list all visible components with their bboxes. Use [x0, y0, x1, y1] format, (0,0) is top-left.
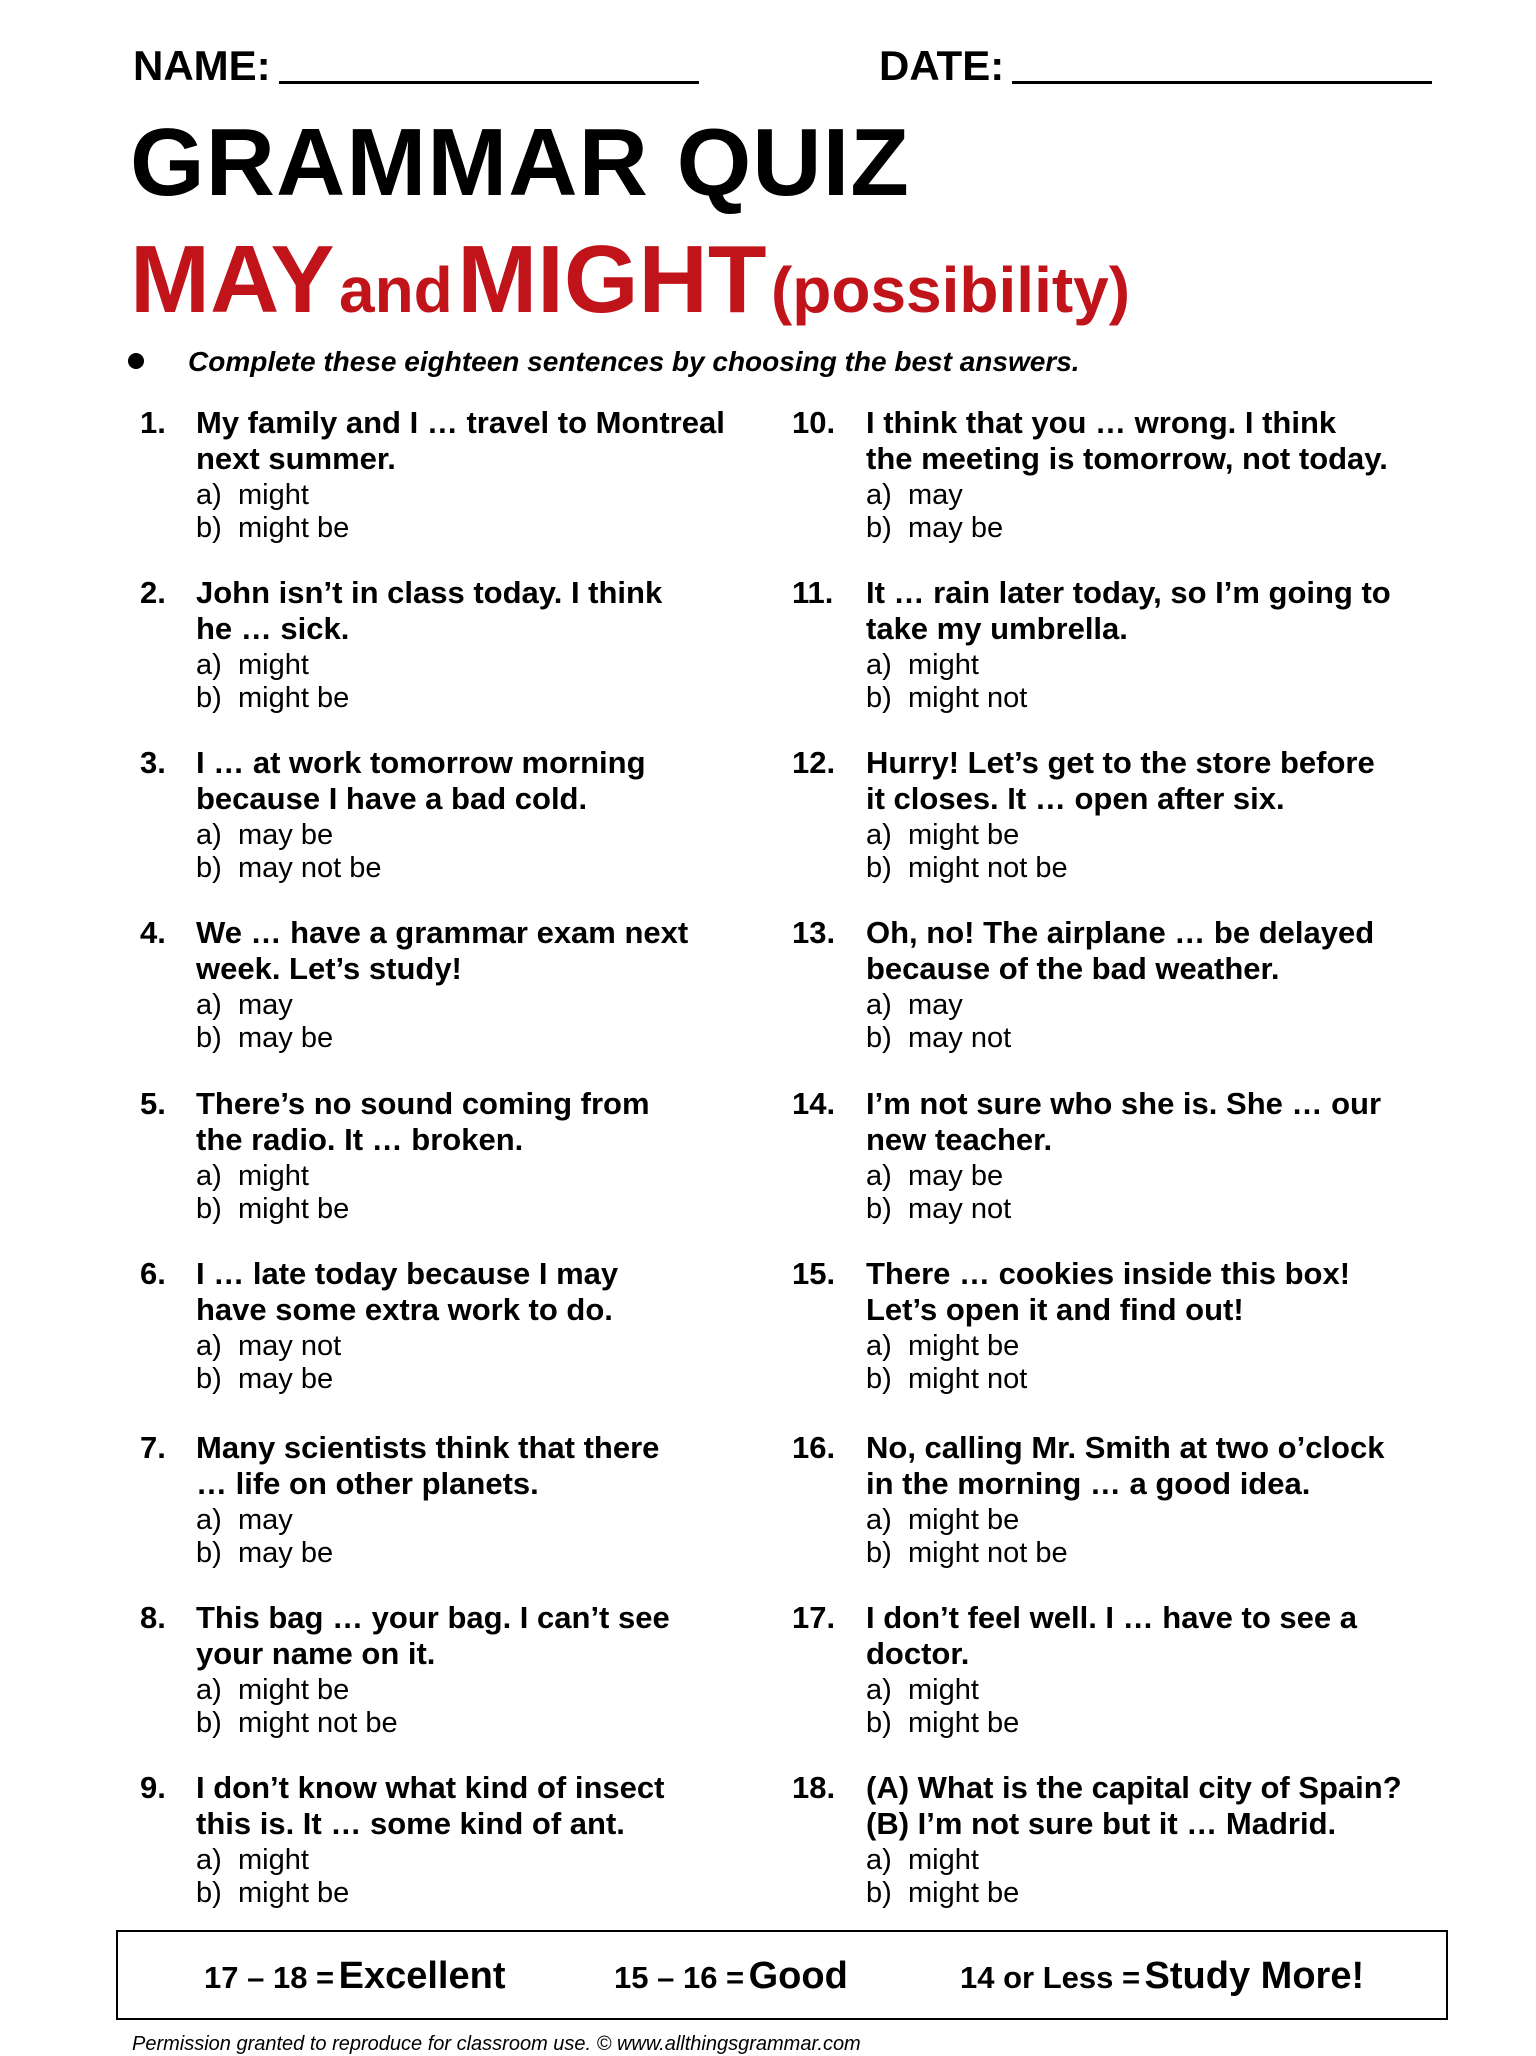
- subtitle-possibility: (possibility): [770, 254, 1131, 326]
- question-text-line: This bag … your bag. I can’t see: [196, 1600, 670, 1635]
- option-text: might not be: [908, 852, 1068, 884]
- question-text-line: There … cookies inside this box!: [866, 1256, 1351, 1291]
- question-text-line: … life on other planets.: [196, 1466, 539, 1501]
- question-number: 10.: [792, 405, 836, 440]
- option-letter: b): [866, 1363, 892, 1395]
- question-text-line: I … at work tomorrow morning: [196, 745, 646, 780]
- answer-option-b[interactable]: [866, 1192, 1011, 1226]
- question-text-line: There’s no sound coming from: [196, 1086, 650, 1121]
- option-letter: b): [196, 1537, 222, 1569]
- instruction-line: [128, 342, 1080, 382]
- question-text-line: in the morning … a good idea.: [866, 1466, 1311, 1501]
- question-number: 5.: [140, 1086, 166, 1121]
- question-number: 16.: [792, 1430, 836, 1465]
- option-letter: b): [196, 1193, 222, 1225]
- option-letter: a): [866, 1504, 892, 1536]
- option-letter: b): [866, 1193, 892, 1225]
- question-number: 4.: [140, 915, 166, 950]
- option-letter: a): [866, 649, 892, 681]
- answer-option-b[interactable]: [866, 681, 1027, 715]
- option-text: may be: [908, 512, 1004, 544]
- option-text: may be: [238, 1363, 334, 1395]
- subtitle-might: MIGHT: [457, 226, 767, 333]
- option-text: might be: [238, 682, 350, 714]
- subtitle-and: and: [338, 254, 453, 326]
- question-text-line: because I have a bad cold.: [196, 781, 588, 816]
- option-text: may be: [238, 819, 334, 851]
- score-study-more: [960, 1932, 1364, 2028]
- answer-option-a[interactable]: [196, 478, 309, 512]
- question-item: [792, 574, 1412, 734]
- option-text: might not: [908, 1363, 1028, 1395]
- answer-option-b[interactable]: [196, 851, 381, 885]
- question-item: [792, 1429, 1412, 1589]
- answer-option-b[interactable]: [866, 1362, 1027, 1396]
- option-text: may: [908, 989, 963, 1021]
- answer-option-a[interactable]: [196, 988, 293, 1022]
- question-item: [140, 914, 760, 1074]
- option-text: might be: [238, 1193, 350, 1225]
- option-text: may be: [238, 1537, 334, 1569]
- score-label: Study More!: [1144, 1955, 1365, 1997]
- option-letter: a): [866, 989, 892, 1021]
- option-text: may not: [908, 1022, 1012, 1054]
- question-text-line: We … have a grammar exam next: [196, 915, 689, 950]
- answer-option-a[interactable]: [196, 818, 333, 852]
- question-item: [140, 1599, 760, 1759]
- option-letter: a): [866, 1160, 892, 1192]
- option-text: might be: [238, 512, 350, 544]
- score-range: 15 – 16 =: [614, 1960, 745, 1995]
- question-item: [140, 1085, 760, 1245]
- option-text: may not: [238, 1330, 342, 1362]
- option-letter: a): [866, 1844, 892, 1876]
- option-letter: b): [866, 1707, 892, 1739]
- answer-option-b[interactable]: [866, 1706, 1019, 1740]
- question-item: [792, 914, 1412, 1074]
- question-text-line: (A) What is the capital city of Spain?: [866, 1770, 1402, 1805]
- option-letter: a): [866, 479, 892, 511]
- answer-option-b[interactable]: [196, 1192, 349, 1226]
- date-blank-line: [1012, 41, 1432, 84]
- question-number: 2.: [140, 575, 166, 610]
- question-text-line: doctor.: [866, 1636, 970, 1671]
- option-letter: b): [196, 512, 222, 544]
- option-text: might: [238, 1844, 309, 1876]
- option-letter: a): [196, 1504, 222, 1536]
- subtitle-may: MAY: [130, 226, 335, 333]
- answer-option-a[interactable]: [196, 1843, 309, 1877]
- score-good: [614, 1932, 848, 2028]
- option-text: might: [908, 1844, 979, 1876]
- option-letter: a): [866, 819, 892, 851]
- score-label: Excellent: [338, 1955, 506, 1997]
- question-item: [792, 1085, 1412, 1245]
- question-text-line: Let’s open it and find out!: [866, 1292, 1244, 1327]
- question-item: [140, 744, 760, 904]
- question-item: [140, 1769, 760, 1929]
- question-text-line: I don’t feel well. I … have to see a: [866, 1600, 1357, 1635]
- question-item: [792, 1769, 1412, 1929]
- answer-option-b[interactable]: [196, 681, 349, 715]
- answer-option-a[interactable]: [866, 1329, 1019, 1363]
- question-number: 17.: [792, 1600, 836, 1635]
- answer-option-a[interactable]: [196, 1673, 349, 1707]
- answer-option-a[interactable]: [866, 1159, 1003, 1193]
- option-letter: b): [866, 852, 892, 884]
- question-text-line: next summer.: [196, 441, 396, 476]
- option-text: might be: [908, 819, 1020, 851]
- question-text-line: I don’t know what kind of insect: [196, 1770, 665, 1805]
- question-text-line: because of the bad weather.: [866, 951, 1280, 986]
- score-range: 17 – 18 =: [204, 1960, 335, 1995]
- option-text: might be: [238, 1674, 350, 1706]
- answer-option-a[interactable]: [866, 1673, 979, 1707]
- answer-option-a[interactable]: [866, 818, 1019, 852]
- option-text: might be: [908, 1707, 1020, 1739]
- option-text: might: [238, 649, 309, 681]
- option-text: may be: [908, 1160, 1004, 1192]
- option-letter: a): [196, 479, 222, 511]
- question-number: 11.: [792, 575, 834, 610]
- option-letter: b): [866, 1537, 892, 1569]
- option-letter: b): [866, 682, 892, 714]
- answer-option-b[interactable]: [196, 1706, 398, 1740]
- option-letter: a): [196, 1844, 222, 1876]
- answer-option-a[interactable]: [196, 1159, 309, 1193]
- answer-option-a[interactable]: [866, 1503, 1019, 1537]
- answer-option-b[interactable]: [196, 1021, 333, 1055]
- answer-option-b[interactable]: [866, 851, 1068, 885]
- option-text: might: [908, 649, 979, 681]
- instruction-text: Complete these eighteen sentences by choosing the best answers.: [188, 346, 1080, 377]
- answer-option-a[interactable]: [866, 988, 963, 1022]
- question-number: 7.: [140, 1430, 166, 1465]
- question-text-line: I’m not sure who she is. She … our: [866, 1086, 1382, 1121]
- answer-option-b[interactable]: [866, 1021, 1011, 1055]
- score-excellent: [204, 1932, 505, 2028]
- option-text: may: [238, 1504, 293, 1536]
- question-text-line: your name on it.: [196, 1636, 436, 1671]
- option-letter: a): [866, 1330, 892, 1362]
- option-text: might not: [908, 682, 1028, 714]
- option-text: may be: [238, 1022, 334, 1054]
- question-number: 12.: [792, 745, 836, 780]
- question-text-line: week. Let’s study!: [196, 951, 462, 986]
- option-text: might be: [908, 1330, 1020, 1362]
- question-text-line: it closes. It … open after six.: [866, 781, 1285, 816]
- option-text: might be: [908, 1877, 1020, 1909]
- question-number: 6.: [140, 1256, 166, 1291]
- option-text: might be: [238, 1877, 350, 1909]
- question-text-line: Hurry! Let’s get to the store before: [866, 745, 1375, 780]
- question-text-line: Many scientists think that there: [196, 1430, 660, 1465]
- date-field: [879, 36, 1432, 96]
- question-item: [792, 1599, 1412, 1759]
- option-letter: a): [196, 1160, 222, 1192]
- option-letter: a): [196, 649, 222, 681]
- question-text-line: John isn’t in class today. I think: [196, 575, 663, 610]
- option-letter: b): [866, 512, 892, 544]
- option-letter: b): [196, 1707, 222, 1739]
- question-number: 15.: [792, 1256, 836, 1291]
- question-text-line: this is. It … some kind of ant.: [196, 1806, 625, 1841]
- page-title: GRAMMAR QUIZ: [130, 109, 910, 216]
- option-letter: b): [196, 1022, 222, 1054]
- option-text: may not: [908, 1193, 1012, 1225]
- option-text: may: [238, 989, 293, 1021]
- option-letter: b): [196, 852, 222, 884]
- option-text: might not be: [908, 1537, 1068, 1569]
- option-letter: b): [196, 1363, 222, 1395]
- question-text-line: the radio. It … broken.: [196, 1122, 524, 1157]
- question-text-line: I … late today because I may: [196, 1256, 619, 1291]
- answer-option-b[interactable]: [196, 1362, 333, 1396]
- question-text-line: Oh, no! The airplane … be delayed: [866, 915, 1375, 950]
- answer-option-a[interactable]: [866, 1843, 979, 1877]
- score-label: Good: [748, 1955, 848, 1997]
- answer-option-a[interactable]: [866, 648, 979, 682]
- answer-option-b[interactable]: [866, 511, 1003, 545]
- question-number: 14.: [792, 1086, 836, 1121]
- option-letter: a): [196, 1330, 222, 1362]
- option-letter: b): [866, 1877, 892, 1909]
- question-number: 1.: [140, 405, 166, 440]
- answer-option-a[interactable]: [196, 1329, 341, 1363]
- option-letter: a): [196, 819, 222, 851]
- answer-option-b[interactable]: [196, 1536, 333, 1570]
- option-letter: b): [866, 1022, 892, 1054]
- option-letter: a): [196, 1674, 222, 1706]
- answer-option-a[interactable]: [196, 648, 309, 682]
- score-box: [116, 1930, 1448, 2020]
- name-blank-line: [279, 41, 699, 84]
- question-text-line: (B) I’m not sure but it … Madrid.: [866, 1806, 1337, 1841]
- question-item: [140, 574, 760, 734]
- question-text-line: take my umbrella.: [866, 611, 1128, 646]
- question-item: [140, 404, 760, 564]
- question-text-line: have some extra work to do.: [196, 1292, 613, 1327]
- option-text: may: [908, 479, 963, 511]
- option-text: might: [238, 479, 309, 511]
- question-text-line: No, calling Mr. Smith at two o’clock: [866, 1430, 1385, 1465]
- question-text-line: the meeting is tomorrow, not today.: [866, 441, 1388, 476]
- option-letter: a): [196, 989, 222, 1021]
- option-letter: b): [196, 1877, 222, 1909]
- answer-option-b[interactable]: [866, 1536, 1068, 1570]
- question-item: [792, 744, 1412, 904]
- option-letter: a): [866, 1674, 892, 1706]
- answer-option-b[interactable]: [196, 511, 349, 545]
- option-text: might: [908, 1674, 979, 1706]
- question-number: 9.: [140, 1770, 166, 1805]
- header-fields: [133, 36, 1453, 96]
- question-number: 18.: [792, 1770, 836, 1805]
- option-letter: b): [196, 682, 222, 714]
- question-number: 8.: [140, 1600, 166, 1635]
- question-text-line: new teacher.: [866, 1122, 1053, 1157]
- question-item: [140, 1429, 760, 1589]
- answer-option-a[interactable]: [196, 1503, 293, 1537]
- question-number: 3.: [140, 745, 166, 780]
- question-item: [792, 1255, 1412, 1415]
- date-label: DATE:: [879, 42, 1005, 89]
- answer-option-b[interactable]: [866, 1876, 1019, 1910]
- option-text: may not be: [238, 852, 382, 884]
- bullet-icon: [128, 353, 144, 369]
- question-text-line: My family and I … travel to Montreal: [196, 405, 725, 440]
- answer-option-b[interactable]: [196, 1876, 349, 1910]
- answer-option-a[interactable]: [866, 478, 963, 512]
- question-text-line: I think that you … wrong. I think: [866, 405, 1337, 440]
- question-text-line: he … sick.: [196, 611, 350, 646]
- name-label: NAME:: [133, 42, 271, 89]
- option-text: might not be: [238, 1707, 398, 1739]
- footer-permission: Permission granted to reproduce for classroom use. © www.allthingsgrammar.com: [132, 2033, 861, 2055]
- question-item: [140, 1255, 760, 1415]
- name-field: [133, 36, 699, 96]
- option-text: might: [238, 1160, 309, 1192]
- question-number: 13.: [792, 915, 836, 950]
- question-text-line: It … rain later today, so I’m going to: [866, 575, 1391, 610]
- option-text: might be: [908, 1504, 1020, 1536]
- score-range: 14 or Less =: [960, 1960, 1141, 1995]
- question-item: [792, 404, 1412, 564]
